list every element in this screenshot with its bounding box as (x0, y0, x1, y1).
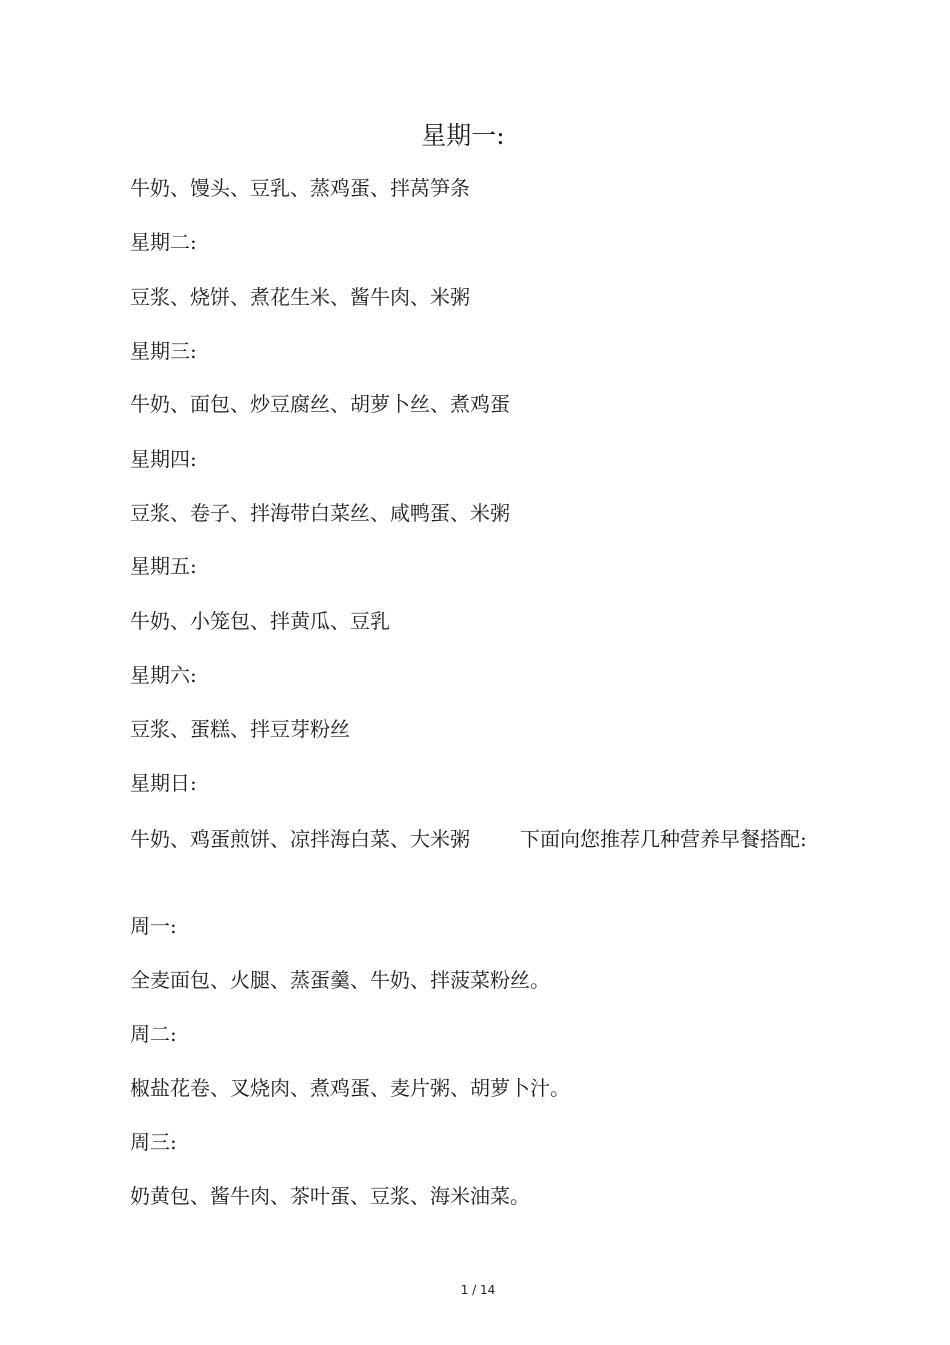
week-heading: 周二: (130, 1022, 177, 1046)
sunday-menu-text: 牛奶、鸡蛋煎饼、凉拌海白菜、大米粥 (130, 827, 470, 851)
page-title: 星期一: (421, 121, 505, 150)
day-heading: 星期三: (130, 339, 197, 363)
menu-line: 椒盐花卷、叉烧肉、煮鸡蛋、麦片粥、胡萝卜汁。 (130, 1076, 570, 1100)
intro-paragraph (86, 822, 826, 856)
menu-line: 牛奶、小笼包、拌黄瓜、豆乳 (130, 609, 390, 633)
week-heading: 周一: (130, 914, 177, 938)
day-heading: 星期六: (130, 663, 197, 687)
day-heading: 星期二: (130, 230, 197, 254)
day-heading: 星期日: (130, 771, 197, 795)
recommendation-text: 下面向您推荐几种营养早餐搭配: (520, 827, 807, 851)
menu-line: 豆浆、烧饼、煮花生米、酱牛肉、米粥 (130, 285, 470, 309)
page-number: 1 / 14 (460, 1283, 496, 1297)
menu-line: 全麦面包、火腿、蒸蛋羹、牛奶、拌菠菜粉丝。 (130, 968, 550, 992)
menu-line: 奶黄包、酱牛肉、茶叶蛋、豆浆、海米油菜。 (130, 1184, 530, 1208)
day-heading: 星期四: (130, 447, 197, 471)
menu-line: 豆浆、蛋糕、拌豆芽粉丝 (130, 717, 350, 741)
week-heading: 周三: (130, 1130, 177, 1154)
day-heading: 星期五: (130, 554, 197, 578)
menu-line: 牛奶、面包、炒豆腐丝、胡萝卜丝、煮鸡蛋 (130, 392, 510, 416)
menu-line: 豆浆、卷子、拌海带白菜丝、咸鸭蛋、米粥 (130, 501, 510, 525)
menu-line: 牛奶、馒头、豆乳、蒸鸡蛋、拌莴笋条 (130, 176, 470, 200)
